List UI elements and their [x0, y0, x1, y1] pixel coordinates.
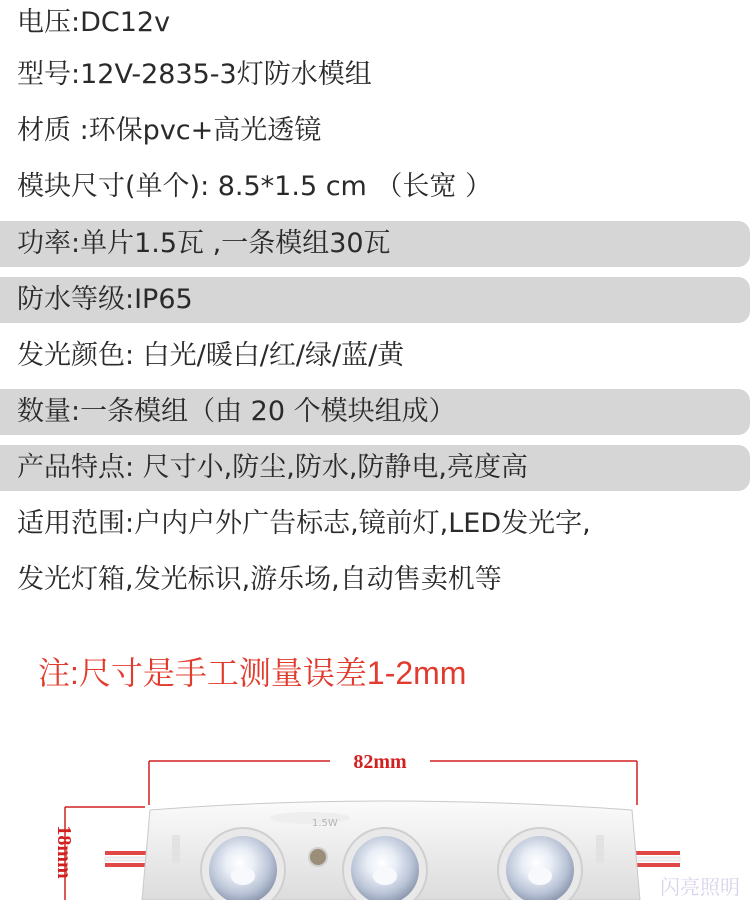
- spec-voltage: 电压:DC12v: [17, 7, 171, 38]
- spec-quantity: 数量:一条模组（由 20 个模块组成）: [0, 389, 750, 435]
- spec-size: 模块尺寸(单个): 8.5*1.5 cm （长宽 ）: [17, 171, 493, 202]
- spec-waterproof: 防水等级:IP65: [0, 277, 750, 323]
- spec-applications-cont: 发光灯箱,发光标识,游乐场,自动售卖机等: [17, 564, 502, 595]
- led-lenses: [201, 828, 582, 900]
- product-figure: [0, 730, 750, 900]
- height-label: 18mm: [53, 825, 75, 879]
- power-mark: 1.5W: [312, 818, 338, 829]
- spec-features: 产品特点: 尺寸小,防尘,防水,防静电,亮度高: [0, 445, 750, 491]
- spec-model: 型号:12V-2835-3灯防水模组: [17, 59, 372, 90]
- spec-applications: 适用范围:户内户外广告标志,镜前灯,LED发光字,: [17, 508, 591, 539]
- led-module-illustration: [0, 730, 750, 900]
- spec-power: 功率:单片1.5瓦 ,一条模组30瓦: [0, 221, 750, 267]
- width-dimension: [149, 751, 637, 805]
- watermark-text: 闪亮照明: [660, 875, 740, 899]
- measurement-note: 注:尺寸是手工测量误差1-2mm: [38, 655, 467, 691]
- width-label: 82mm: [353, 751, 407, 773]
- spec-colors: 发光颜色: 白光/暖白/红/绿/蓝/黄: [17, 340, 405, 371]
- spec-material: 材质 :环保pvc+高光透镜: [17, 115, 322, 146]
